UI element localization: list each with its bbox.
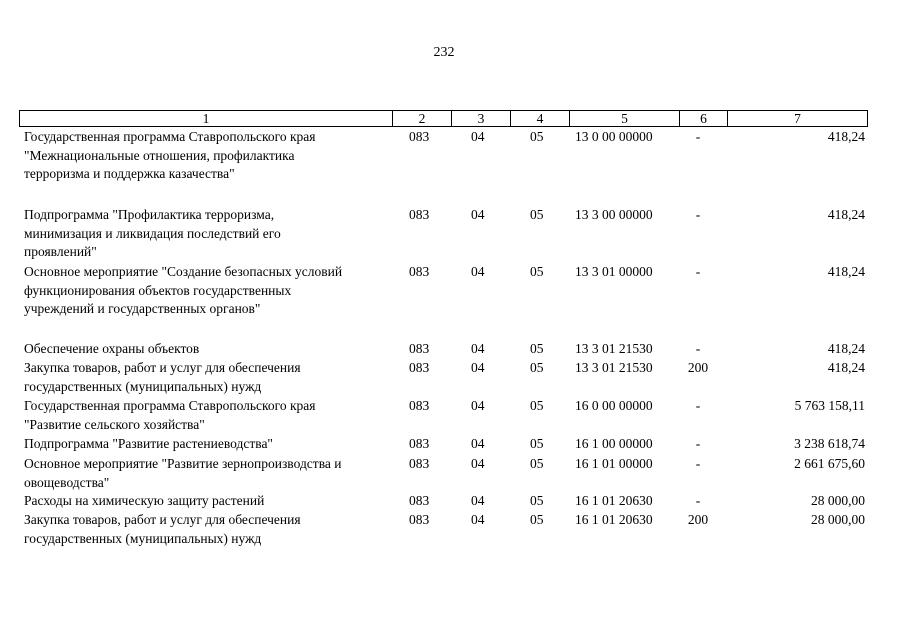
row-target-article: 16 1 01 20630: [575, 493, 653, 508]
row-target-article: 16 1 00 00000: [575, 436, 653, 451]
row-target-article: 16 1 01 20630: [575, 512, 653, 527]
row-name-line: Основное мероприятие "Создание безопасных условий: [24, 264, 343, 279]
row-expense-type: -: [695, 398, 701, 413]
row-subsection: 05: [530, 512, 544, 527]
row-ministry-code: 083: [409, 129, 430, 144]
row-expense-type: 200: [687, 512, 709, 527]
row-section: 04: [471, 129, 485, 144]
row-subsection: 05: [530, 360, 544, 375]
row-name: [24, 492, 386, 511]
row-name-line: терроризма и поддержка казачества": [24, 166, 235, 181]
header-col-2: 2: [392, 111, 451, 126]
row-expense-type: -: [695, 129, 701, 144]
row-subsection: 05: [530, 341, 544, 356]
row-name: [24, 263, 386, 319]
row-section: 04: [471, 398, 485, 413]
row-subsection: 05: [530, 129, 544, 144]
row-section: 04: [471, 493, 485, 508]
row-section: 04: [471, 456, 485, 471]
row-target-article: 13 3 00 00000: [575, 207, 653, 222]
row-name-line: функционирования объектов государственных: [24, 282, 292, 298]
row-expense-type: -: [695, 436, 701, 451]
row-name-line: минимизация и ликвидация последствий его: [24, 225, 281, 241]
row-name-line: "Развитие сельского хозяйства": [24, 416, 205, 432]
row-subsection: 05: [530, 398, 544, 413]
row-name-line: государственных (муниципальных) нужд: [24, 530, 262, 546]
row-name-line: Государственная программа Ставропольского края: [24, 398, 316, 413]
row-section: 04: [471, 341, 485, 356]
row-amount: 418,24: [827, 207, 865, 222]
row-amount: 5 763 158,11: [794, 398, 865, 413]
row-amount: 2 661 675,60: [794, 456, 865, 471]
row-name-line: учреждений и государственных органов": [24, 301, 261, 316]
row-amount: 418,24: [827, 360, 865, 375]
row-name: [24, 128, 386, 184]
row-ministry-code: 083: [409, 436, 430, 451]
row-ministry-code: 083: [409, 264, 430, 279]
row-subsection: 05: [530, 493, 544, 508]
row-subsection: 05: [530, 456, 544, 471]
row-target-article: 16 1 01 00000: [575, 456, 653, 471]
row-name: [24, 455, 386, 492]
row-name-line: Подпрограмма "Профилактика терроризма,: [24, 207, 275, 222]
row-ministry-code: 083: [409, 512, 430, 527]
header-col-7: 7: [727, 111, 867, 126]
row-expense-type: -: [695, 264, 701, 279]
row-expense-type: -: [695, 341, 701, 356]
row-expense-type: 200: [687, 360, 709, 375]
row-section: 04: [471, 264, 485, 279]
row-name-line: Закупка товаров, работ и услуг для обеспечения: [24, 512, 301, 527]
row-name: [24, 435, 386, 454]
row-amount: 418,24: [827, 341, 865, 356]
row-ministry-code: 083: [409, 398, 430, 413]
row-target-article: 13 0 00 00000: [575, 129, 653, 144]
row-amount: 418,24: [827, 264, 865, 279]
row-name: [24, 340, 386, 359]
row-name-line: Расходы на химическую защиту растений: [24, 493, 265, 508]
row-amount: 418,24: [827, 129, 865, 144]
row-target-article: 13 3 01 21530: [575, 360, 653, 375]
row-name-line: Государственная программа Ставропольского края: [24, 129, 316, 144]
row-section: 04: [471, 436, 485, 451]
row-amount: 28 000,00: [811, 512, 865, 527]
header-col-4: 4: [510, 111, 569, 126]
row-expense-type: -: [695, 207, 701, 222]
row-subsection: 05: [530, 207, 544, 222]
row-ministry-code: 083: [409, 493, 430, 508]
row-name-line: Основное мероприятие "Развитие зернопроизводства и: [24, 456, 342, 471]
row-name-line: Закупка товаров, работ и услуг для обеспечения: [24, 360, 301, 375]
row-target-article: 13 3 01 00000: [575, 264, 653, 279]
header-col-3: 3: [451, 111, 510, 126]
row-target-article: 16 0 00 00000: [575, 398, 653, 413]
row-section: 04: [471, 360, 485, 375]
row-ministry-code: 083: [409, 360, 430, 375]
row-section: 04: [471, 207, 485, 222]
row-subsection: 05: [530, 436, 544, 451]
row-ministry-code: 083: [409, 456, 430, 471]
row-expense-type: -: [695, 493, 701, 508]
row-subsection: 05: [530, 264, 544, 279]
row-name-line: Обеспечение охраны объектов: [24, 341, 200, 356]
row-name: [24, 511, 386, 548]
row-name-line: Подпрограмма "Развитие растениеводства": [24, 436, 273, 451]
row-name: [24, 359, 386, 396]
row-name: [24, 206, 386, 262]
row-name: [24, 397, 386, 434]
row-section: 04: [471, 512, 485, 527]
page-number: 232: [433, 45, 455, 60]
row-ministry-code: 083: [409, 207, 430, 222]
row-amount: 28 000,00: [811, 493, 865, 508]
row-name-line: проявлений": [24, 244, 97, 259]
header-col-5: 5: [569, 111, 679, 126]
row-name-line: овощеводства": [24, 474, 110, 490]
table-header: [19, 110, 868, 127]
row-name-line: государственных (муниципальных) нужд: [24, 378, 262, 394]
header-col-1: 1: [202, 111, 210, 126]
row-expense-type: -: [695, 456, 701, 471]
row-name-line: "Межнациональные отношения, профилактика: [24, 147, 295, 163]
row-ministry-code: 083: [409, 341, 430, 356]
header-col-6: 6: [679, 111, 727, 126]
row-target-article: 13 3 01 21530: [575, 341, 653, 356]
row-amount: 3 238 618,74: [794, 436, 865, 451]
